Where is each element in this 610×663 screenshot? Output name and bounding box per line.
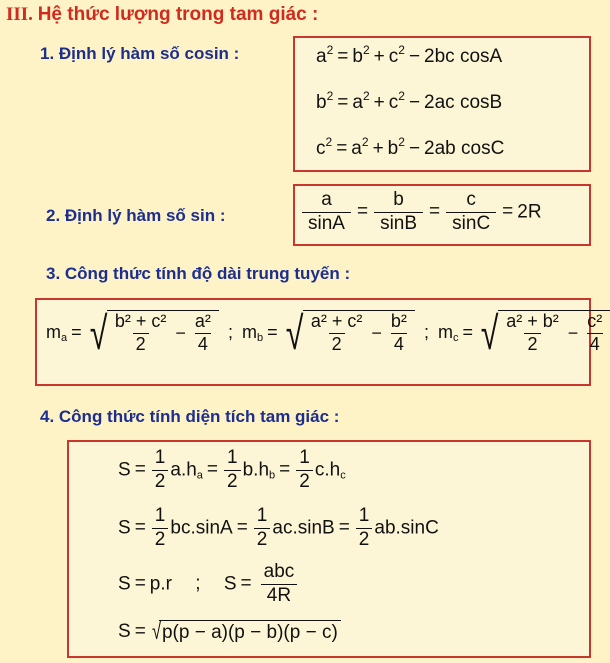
- heading-title: Hệ thức lượng trong tam giác :: [37, 4, 319, 25]
- median-label: 3. Công thức tính độ dài trung tuyến :: [46, 264, 351, 283]
- area-formula-4: S = √ p(p − a)(p − b)(p − c): [118, 620, 341, 644]
- roman-numeral: III.: [6, 4, 33, 25]
- cosin-formula-2: $b^2 = a^2 + c^2 - 2ac$ cosB: [316, 89, 503, 113]
- sin-label: 2. Định lý hàm số sin :: [46, 206, 226, 225]
- cosin-formula-1: $a^2 = b^2 + c^2 - 2bc$ cosA: [316, 43, 503, 67]
- area-formula-1: S = $\frac{1}{2}$ $a.h_a$ = $\frac{1}{2}$ $b.h_b$ = $\frac{1}{2}$ $c.h_c$: [118, 447, 346, 492]
- area-label: 4. Công thức tính diện tích tam giác :: [40, 407, 340, 426]
- area-formula-2: S = $\frac{1}{2}$ bc.sinA = $\frac{1}{2}$ ac.sinB = $\frac{1}{2}$ ab.sinC: [118, 505, 439, 550]
- section-heading: [6, 4, 318, 26]
- cosin-formula-3: $c^2 = a^2 + b^2 - 2ab$ cosC: [316, 135, 505, 159]
- area-formula-3: S = p.r ; S = $\frac{\text{abc}}{4R}$: [118, 562, 302, 607]
- median-formula: $m_a$ = √ $\frac{\text{b² + c²}}{2}$ − $\frac{\text{a²}}{4}$ ; $m_b$ = √ $\frac{\text{a² + c²}}{2}$ − $\frac{\text{b²}}{4}$ ; $m_c$ = √ $\frac{\text{a² + b²}}{2}$ − $\frac{\text{c²}}{4}$: [46, 310, 610, 356]
- cosin-label: 1. Định lý hàm số cosin :: [40, 44, 240, 63]
- sin-formula: $\frac{a}{\sin A}$ = $\frac{b}{\sin B}$ = $\frac{c}{\sin C}$ = 2R: [300, 190, 542, 235]
